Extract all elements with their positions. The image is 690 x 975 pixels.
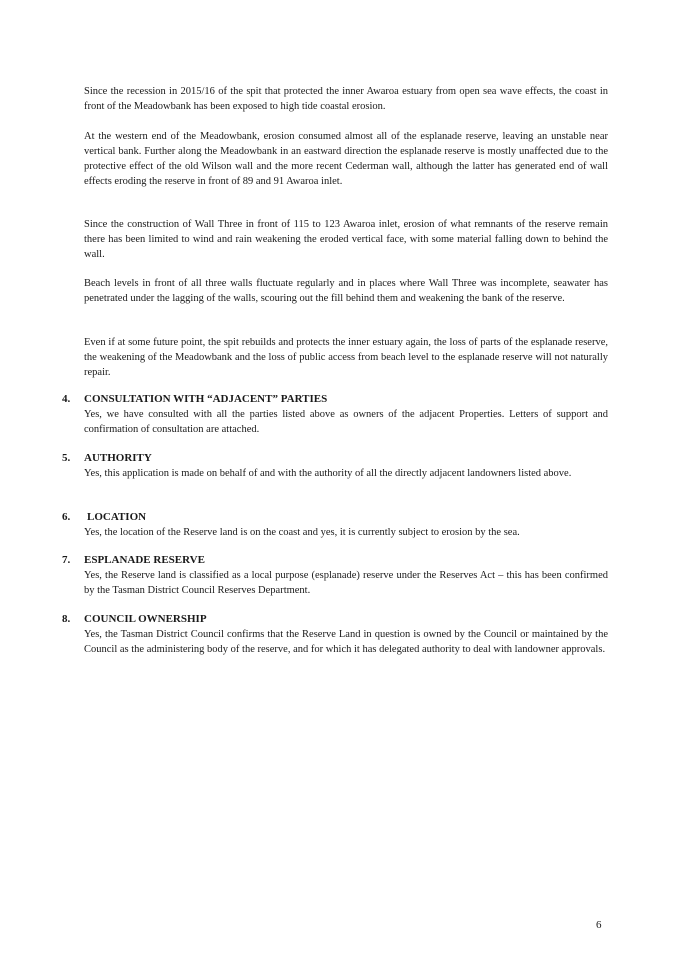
section-body: Yes, we have consulted with all the parties listed above as owners of the adjacent Properties. Letters of support and confirmation of consultation are attached. <box>84 409 608 435</box>
section-body: Yes, this application is made on behalf of and with the authority of all the directly adjacent landowners listed above. <box>84 468 572 479</box>
paragraph-future-spit: Even if at some future point, the spit rebuilds and protects the inner estuary again, the loss of parts of the esplanade reserve, the weakening of the Meadowbank and the loss of public access from beach level to the esplanade reserve will not naturally repair. <box>84 337 608 378</box>
section-heading: AUTHORITY <box>84 452 152 464</box>
section-heading: COUNCIL OWNERSHIP <box>84 613 207 625</box>
section-body: Yes, the Reserve land is classified as a local purpose (esplanade) reserve under the Reserves Act – this has been confirmed by the Tasman District Council Reserves Department. <box>84 570 608 596</box>
paragraph-western-end-erosion: At the western end of the Meadowbank, erosion consumed almost all of the esplanade reserve, leaving an unstable near vertical bank. Further along the Meadowbank in an eastward direction the esplanade reserve is mostly unaffected due to the protective effect of the old Wilson wall and the more recent Cederman wall, although the latter has generated end of wall effects eroding the reserve in front of 89 and 91 Awaroa inlet. <box>84 131 608 187</box>
section-number: 5. <box>62 452 71 464</box>
section-body: Yes, the location of the Reserve land is on the coast and yes, it is currently subject to erosion by the sea. <box>84 527 520 538</box>
section-number: 4. <box>62 393 71 405</box>
paragraph-wall-three: Since the construction of Wall Three in front of 115 to 123 Awaroa inlet, erosion of what remnants of the reserve remain there has been limited to wind and rain weakening the eroded vertical face, with some material falling down to behind the wall. <box>84 219 608 260</box>
page-number: 6 <box>596 919 602 931</box>
paragraph-spit-recession: Since the recession in 2015/16 of the spit that protected the inner Awaroa estuary from open sea wave effects, the coast in front of the Meadowbank has been exposed to high tide coastal erosion. <box>84 86 608 112</box>
section-heading: CONSULTATION WITH “ADJACENT” PARTIES <box>84 393 328 405</box>
section-heading: LOCATION <box>87 511 147 523</box>
section-number: 8. <box>62 613 71 625</box>
paragraph-beach-levels: Beach levels in front of all three walls fluctuate regularly and in places where Wall Three was incomplete, seawater has penetrated under the lagging of the walls, scouring out the fill behind them and weakening the bank of the reserve. <box>84 278 608 304</box>
section-body: Yes, the Tasman District Council confirms that the Reserve Land in question is owned by the Council or maintained by the Council as the administering body of the reserve, and for which it has delegated authority to deal with landowner approvals. <box>84 629 608 655</box>
section-number: 7. <box>62 554 71 566</box>
section-heading: ESPLANADE RESERVE <box>84 554 205 566</box>
section-number: 6. <box>62 511 71 523</box>
